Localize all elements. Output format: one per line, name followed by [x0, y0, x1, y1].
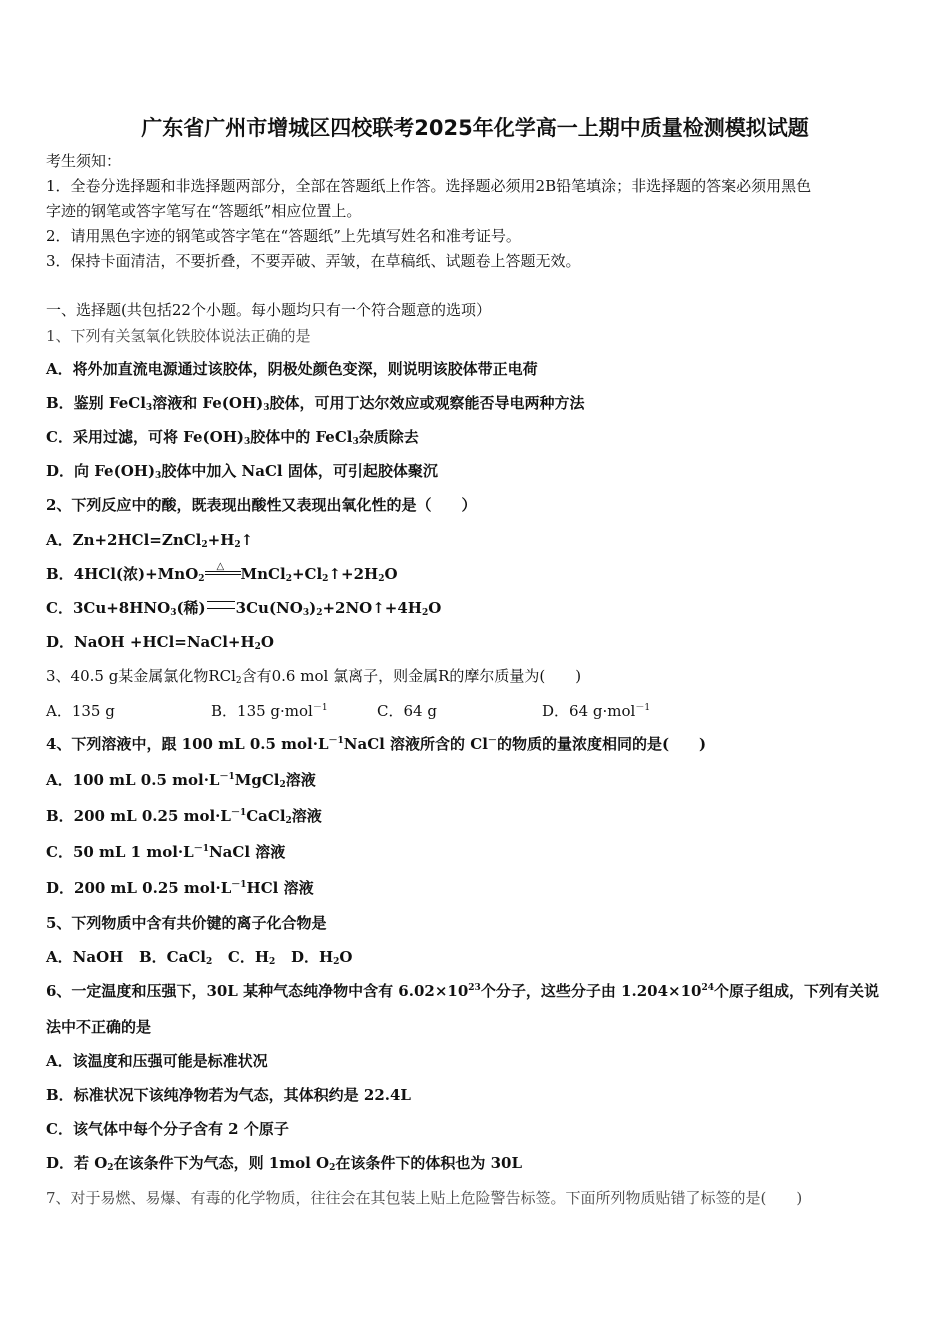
question-3-option-a: A．135 g [46, 702, 115, 720]
question-4-option-c: C．50 mL 1 $mol\cdot L^{-1}NaCl$ 溶液 [46, 843, 286, 861]
question-4-option-b: B．200 mL 0.25 $mol\cdot L^{-1}CaCl_2$溶液 [46, 807, 322, 826]
question-4-stem: 4、下列溶液中，跟 100 mL 0.5 $mol\cdot L^{-1}NaCl$ 溶液所含的 Cl－的物质的量浓度相同的是( ) [46, 735, 707, 753]
question-1-option-d: D．向 $Fe(OH)_3$胶体中加入 NaCl 固体，可引起胶体聚沉 [46, 462, 438, 481]
notice-item-1a: 1．全卷分选择题和非选择题两部分，全部在答题纸上作答。选择题必须用2B铅笔填涂；非选择题的答案必须用黑色 [46, 177, 812, 195]
question-6-option-b: B．标准状况下该纯净物若为气态，其体积约是 22.4L [46, 1086, 411, 1104]
question-1-option-a: A．将外加直流电源通过该胶体，阴极处颜色变深，则说明该胶体带正电荷 [46, 360, 538, 378]
section-heading: 一、选择题(共包括22个小题。每小题均只有一个符合题意的选项） [46, 301, 491, 319]
heating-equals-sign: △ [205, 564, 241, 582]
question-1-option-b: B．鉴别 FeCl$_3$溶液和 $Fe(OH)_3$胶体，可用丁达尔效应或观察能否导电两种方法 [46, 394, 585, 413]
question-3-option-d: D．64 g·mol$^{-1}$ [542, 702, 651, 720]
question-7-stem: 7、对于易燃、易爆、有毒的化学物质，往往会在其包装上贴上危险警告标签。下面所列物质贴错了标签的是( ) [46, 1189, 803, 1207]
question-3-option-c: C．64 g [377, 702, 437, 720]
question-6-stem-continued: 法中不正确的是 [46, 1018, 152, 1036]
question-2-option-c: C．$3Cu+8HNO_3$(稀) $3Cu(NO_3)_2+2NO↑+4H_2O$ [46, 599, 442, 618]
question-6-option-c: C．该气体中每个分子含有 2 个原子 [46, 1120, 289, 1138]
notice-item-1b: 字迹的钢笔或答字笔写在“答题纸”相应位置上。 [46, 202, 362, 220]
question-6-option-a: A．该温度和压强可能是标准状况 [46, 1052, 268, 1070]
question-4-option-d: D．200 mL 0.25 $mol\cdot L^{-1}HCl$ 溶液 [46, 879, 314, 897]
question-1-stem: 1、下列有关氢氧化铁胶体说法正确的是 [46, 327, 311, 345]
question-3-option-b: B．135 g·mol$^{-1}$ [211, 702, 328, 720]
notice-item-3: 3．保持卡面清洁，不要折叠，不要弄破、弄皱，在草稿纸、试题卷上答题无效。 [46, 252, 581, 270]
equals-sign [207, 601, 235, 609]
question-3-stem: 3、40.5 g某金属氯化物RCl$_2$含有0.6 mol 氯离子，则金属R的摩尔质量为( ) [46, 667, 582, 686]
question-2-option-d: D．NaOH $+HCl=NaCl+H_2O$ [46, 633, 274, 652]
question-6-stem: 6、一定温度和压强下，30L 某种气态纯净物中含有 $6.02\times 10^{23}$个分子，这些分子由 $1.204\times 10^{24}$个原子组成，下列有关说 [46, 982, 879, 1000]
question-6-option-d: D．若 $O_2$在该条件下为气态，则 1mol $O_2$在该条件下的体积也为 30L [46, 1154, 523, 1173]
question-5-stem: 5、下列物质中含有共价键的离子化合物是 [46, 914, 327, 932]
question-2-option-a: A．$Zn+2HCl=ZnCl_2+H_2↑$ [46, 531, 254, 550]
question-1-option-c: C．采用过滤，可将 $Fe(OH)_3$胶体中的 FeCl$_3$杂质除去 [46, 428, 419, 447]
question-4-option-a: A．100 mL 0.5 $mol\cdot L^{-1}MgCl_2$溶液 [46, 771, 316, 790]
question-2-stem: 2、下列反应中的酸，既表现出酸性又表现出氧化性的是（ ） [46, 496, 477, 514]
notice-heading: 考生须知： [46, 152, 122, 170]
question-5-options: A．NaOH B．CaCl$_2$ C．$H_2$ D．$H_2O$ [46, 948, 353, 967]
notice-item-2: 2．请用黑色字迹的钢笔或答字笔在“答题纸”上先填写姓名和准考证号。 [46, 227, 521, 245]
page-title: 广东省广州市增城区四校联考2025年化学高一上期中质量检测模拟试题 [141, 116, 809, 140]
question-2-option-b: B．4HCl(浓)+MnO$_2$ △ $MnCl_2+Cl_2↑+2H_2O$ [46, 561, 398, 584]
